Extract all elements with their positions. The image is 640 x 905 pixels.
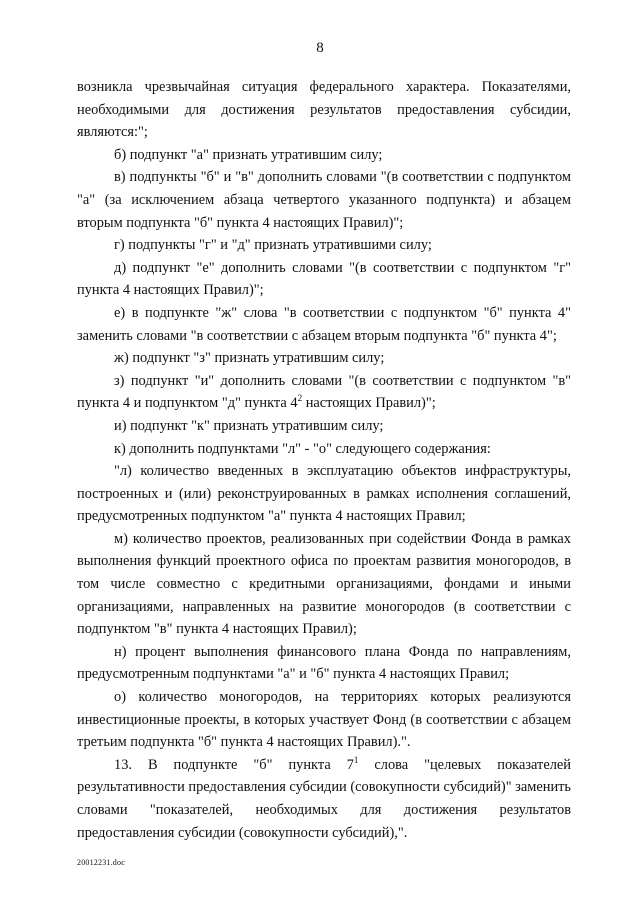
paragraph-z-superscript: 2 bbox=[297, 393, 303, 404]
paragraph-z bbox=[77, 370, 571, 415]
paragraph-d: д) подпункт "е" дополнить словами "(в соответствии с подпунктом "г" пункта 4 настоящих Правил)"; bbox=[77, 259, 571, 299]
paragraph-e: е) в подпункте "ж" слова "в соответствии с подпунктом "б" пункта 4" заменить словами "в соответствии с абзацем вторым подпункта "б" пункта 4"; bbox=[77, 304, 571, 344]
paragraph-13-tail: слова "целевых показателей результативности предоставления субсидии (совокупности субсидий)" заменить словами "показателей, необходимых для достижения результатов предоставления субсидии (совокупности субсидий),". bbox=[77, 756, 571, 841]
paragraph-g: г) подпункты "г" и "д" признать утратившими силу; bbox=[114, 237, 432, 254]
paragraph-b: б) подпункт "а" признать утратившим силу; bbox=[114, 146, 383, 163]
paragraph-13-text: 13. В подпункте "б" пункта 7 bbox=[114, 756, 354, 773]
paragraph-continuation: возникла чрезвычайная ситуация федерального характера. Показателями, необходимыми для достижения результатов предоставления субсидии, являются:"; bbox=[77, 79, 571, 141]
paragraph-l: "л) количество введенных в эксплуатацию объектов инфраструктуры, построенных и (или) реконструированных в рамках исполнения соглашений, предусмотренных подпунктом "а" пункта 4 настоящих Правил; bbox=[77, 463, 571, 525]
document-body bbox=[77, 76, 571, 844]
paragraph-m: м) количество проектов, реализованных при содействии Фонда в рамках выполнения функций проектного офиса по проектам развития моногородов, в том числе совместно с кредитными организациями, фондами и иными организациями, направленных на развитие моногородов (в соответствии с подпунктом "в" пункта 4 настоящих Правил); bbox=[77, 530, 571, 638]
paragraph-zh: ж) подпункт "з" признать утратившим силу; bbox=[114, 350, 385, 367]
page-number: 8 bbox=[316, 40, 324, 56]
paragraph-z-tail: настоящих Правил)"; bbox=[302, 395, 436, 412]
paragraph-v: в) подпункты "б" и "в" дополнить словами "(в соответствии с подпунктом "а" (за исключением абзаца четвертого указанного подпункта) и абзацем вторым подпункта "б" пункта 4 настоящих Правил)"; bbox=[77, 169, 571, 231]
paragraph-i: и) подпункт "к" признать утратившим силу; bbox=[114, 417, 384, 434]
paragraph-13 bbox=[77, 754, 571, 844]
paragraph-13-superscript: 1 bbox=[353, 755, 359, 766]
paragraph-o: о) количество моногородов, на территориях которых реализуются инвестиционные проекты, в которых участвует Фонд (в соответствии с абзацем третьим подпункта "б" пункта 4 настоящих Правил).". bbox=[77, 689, 571, 751]
paragraph-n: н) процент выполнения финансового плана Фонда по направлениям, предусмотренным подпунктами "а" и "б" пункта 4 настоящих Правил; bbox=[77, 643, 571, 683]
footer-file-code: 20012231.doc bbox=[77, 858, 125, 867]
paragraph-k: к) дополнить подпунктами "л" - "о" следующего содержания: bbox=[114, 440, 491, 457]
paragraph-z-text: з) подпункт "и" дополнить словами "(в соответствии с подпунктом "в" пункта 4 и подпунктом "д" пункта 4 bbox=[77, 372, 571, 412]
